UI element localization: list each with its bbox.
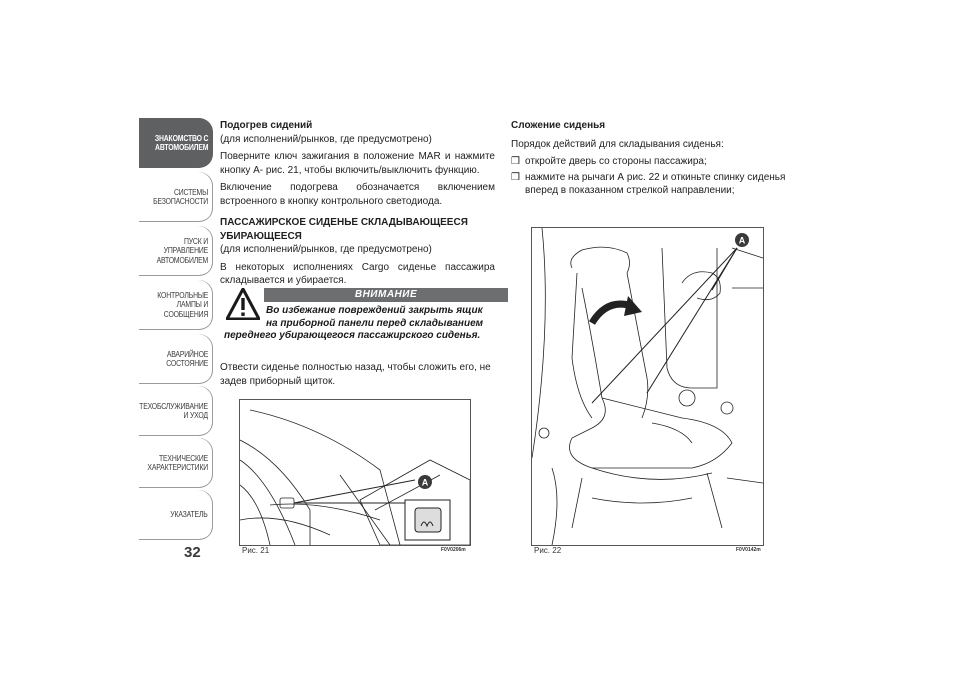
figure-caption: Рис. 22: [534, 546, 562, 555]
checkbox-bullet-icon: ❒: [511, 171, 520, 183]
paragraph: Поверните ключ зажигания в положение MAR и нажмите кнопку A- рис. 21, чтобы включить/выключить функцию.: [220, 151, 495, 176]
paragraph: Включение подогрева обозначается включением встроенного в кнопку контрольного светодиода.: [220, 182, 495, 207]
tab-label: КОНТРОЛЬНЫЕ ЛАМПЫ И СООБЩЕНИЯ: [157, 289, 209, 319]
figure-21-seat-heating-button: [239, 399, 471, 546]
tab-safety[interactable]: [139, 172, 213, 222]
list-item: [511, 155, 786, 169]
figure-caption: Рис. 21: [242, 546, 270, 555]
warning-line: на приборной панели перед складыванием: [266, 317, 484, 329]
seat-heating-illustration: [240, 400, 470, 545]
tab-label: АВАРИЙНОЕ СОСТОЯНИЕ: [166, 348, 209, 368]
figure-code: F0V0142m: [736, 547, 761, 553]
marker-label: A: [738, 235, 746, 246]
paragraph: Отвести сиденье полностью назад, чтобы сложить его, не задев приборный щиток.: [220, 362, 491, 387]
tab-label: УКАЗАТЕЛЬ: [170, 509, 209, 520]
warning-line: Во избежание повреждений закрыть ящик: [266, 305, 483, 316]
tab-technical-specs[interactable]: [139, 438, 213, 488]
list-item-text: нажмите на рычаги А рис. 22 и откиньте спинку сиденья вперед в показанном стрелкой направлении;: [525, 171, 786, 196]
left-column-bottom: [220, 361, 495, 392]
tab-index[interactable]: [139, 490, 213, 540]
left-column: [220, 119, 495, 292]
seat-folding-illustration: [532, 228, 763, 545]
heading-seat-heating: Подогрев сидений: [220, 120, 313, 131]
warning-text: [224, 305, 512, 343]
heading-folding: Сложение сиденья: [511, 120, 606, 131]
right-column: [511, 119, 786, 200]
figure-22-seat-folding: [531, 227, 764, 546]
paragraph: Порядок действий для складывания сиденья:: [511, 138, 724, 150]
tab-maintenance[interactable]: [139, 386, 213, 436]
availability-note: (для исполнений/рынков, где предусмотрено): [220, 133, 432, 145]
warning-title: ВНИМАНИЕ: [264, 288, 508, 302]
heading-folding-seat: ПАССАЖИРСКОЕ СИДЕНЬЕ СКЛАДЫВАЮЩЕЕСЯ УБИРАЮЩЕЕСЯ: [220, 217, 468, 242]
availability-note: (для исполнений/рынков, где предусмотрено): [220, 244, 432, 255]
tab-label: ПУСК И УПРАВЛЕНИЕ АВТОМОБИЛЕМ: [156, 235, 209, 265]
warning-box: [220, 282, 496, 342]
tab-starting-driving[interactable]: [139, 226, 213, 276]
tab-label: ТЕХНИЧЕСКИЕ ХАРАКТЕРИСТИКИ: [147, 452, 209, 472]
paragraph: В некоторых исполнениях Cargo сиденье пассажира складывается и убирается.: [220, 261, 495, 286]
marker-label: A: [421, 477, 429, 488]
tab-label: СИСТЕМЫ БЕЗОПАСНОСТИ: [153, 186, 209, 206]
checkbox-bullet-icon: ❒: [511, 156, 520, 167]
tab-warning-lights[interactable]: [139, 280, 213, 330]
tab-introduction[interactable]: [139, 118, 213, 168]
tab-emergency[interactable]: [139, 334, 213, 384]
figure-code: F0V0206m: [441, 547, 466, 553]
warning-line: переднего убирающегося пассажирского сиденья.: [224, 330, 481, 341]
list-item-text: откройте дверь со стороны пассажира;: [525, 156, 707, 167]
page-number: 32: [184, 544, 201, 561]
tab-label: ТЕХОБСЛУЖИВАНИЕ И УХОД: [139, 400, 209, 420]
tab-label: ЗНАКОМСТВО С АВТОМОБИЛЕМ: [154, 132, 209, 152]
list-item: [511, 171, 786, 198]
